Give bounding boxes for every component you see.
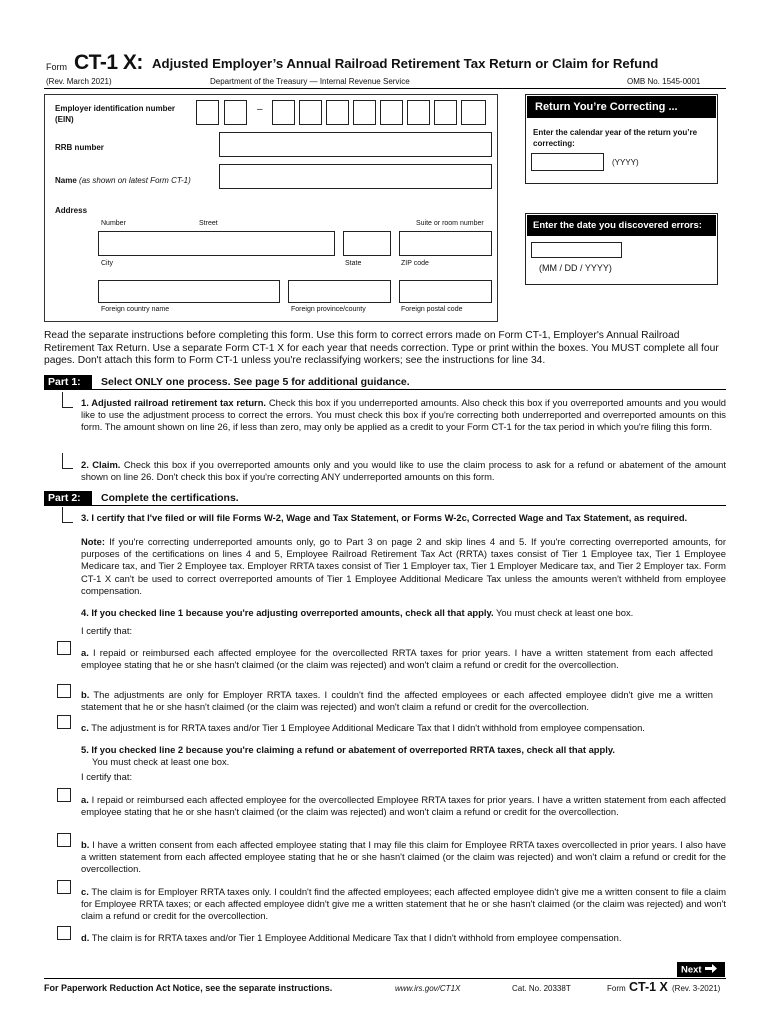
- line2-lead: 2. Claim.: [81, 459, 121, 470]
- line3-lead: 3. I certify that I've filed or will file Forms W-2, Wage and Tax Statement, or Forms W-2c, Corrected Wage and Tax Statement, as required.: [81, 512, 688, 523]
- line3-checkbox[interactable]: [62, 507, 73, 523]
- line5b-marker: b.: [81, 839, 90, 850]
- date-discovered-heading: Enter the date you discovered errors:: [527, 215, 716, 236]
- omb-number: OMB No. 1545-0001: [627, 77, 701, 86]
- ein-digit-1[interactable]: [196, 100, 219, 125]
- part2-title: Complete the certifications.: [101, 492, 239, 504]
- line4c-marker: c.: [81, 722, 89, 733]
- line4-heading: [81, 607, 726, 619]
- number-label: Number: [101, 220, 126, 227]
- rrb-label: RRB number: [55, 143, 104, 152]
- return-correcting-heading: Return You’re Correcting ...: [527, 96, 716, 118]
- foreign-country-label: Foreign country name: [101, 306, 170, 313]
- return-year-field[interactable]: [531, 153, 604, 171]
- line4b-text: [81, 689, 713, 713]
- intro-instructions: Read the separate instructions before completing this form. Use this form to correct errors made on Form CT-1, Employer's Annual Railroad Retirement Tax Return. Use a separate Form CT-1 X for each year that needs correction. Type or print within the boxes. You MUST complete all four pages. Don't attach this form to Form CT-1 unless you're reclassifying workers; see the instructions for line 34.: [44, 330, 719, 366]
- suite-label: Suite or room number: [416, 220, 484, 227]
- next-page-button[interactable]: [677, 962, 725, 977]
- irs-url[interactable]: www.irs.gov/CT1X: [395, 984, 461, 993]
- part2-label: Part 2:: [44, 491, 92, 505]
- form-title: Adjusted Employer’s Annual Railroad Retirement Tax Return or Claim for Refund: [152, 56, 659, 71]
- line5d-marker: d.: [81, 932, 90, 943]
- ein-digit-7[interactable]: [380, 100, 403, 125]
- line2-text: [81, 459, 726, 483]
- zip-label: ZIP code: [401, 260, 429, 267]
- foreign-province-field[interactable]: [288, 280, 391, 303]
- line4a-checkbox[interactable]: [57, 641, 71, 655]
- revision-date: (Rev. March 2021): [46, 77, 112, 86]
- line4c-checkbox[interactable]: [57, 715, 71, 729]
- date-discovered-field[interactable]: [531, 242, 622, 258]
- line5c-text: [81, 886, 726, 923]
- department: Department of the Treasury — Internal Revenue Service: [210, 77, 410, 86]
- ein-digit-10[interactable]: [461, 100, 486, 125]
- foreign-postal-field[interactable]: [399, 280, 492, 303]
- ein-digit-3[interactable]: [272, 100, 295, 125]
- city-label: City: [101, 260, 114, 267]
- line5c-checkbox[interactable]: [57, 880, 71, 894]
- foreign-postal-label: Foreign postal code: [401, 306, 463, 313]
- line5-certify: I certify that:: [81, 771, 133, 782]
- part2-rule: [44, 505, 726, 506]
- line1-lead: 1. Adjusted railroad retirement tax return.: [81, 397, 267, 408]
- ein-digit-6[interactable]: [353, 100, 376, 125]
- line3-note-body: If you're correcting underreported amounts only, go to Part 3 on page 2 and skip lines 4 and 5. If you're correcting overreported amounts, for purposes of the certifications on lines 4 and 5, Employee Railroad Retirement Tax Act (RRTA) taxes consist of Tier 1 Employee tax, Tier 1 Employee Medicare tax, and Tier 2 Employee tax. Employer RRTA taxes consist of Tier 1 Employer tax, Tier 1 Employer Medicare tax, and Tier 2 Employer tax. Form CT-1 X can't be used to correct overreported amounts of Tier 1 Employee Additional Medicare Tax unless the amounts weren't withheld from employee compensation.: [81, 536, 726, 596]
- state-label: State: [345, 260, 362, 267]
- footer-form-number: CT-1 X: [629, 980, 668, 994]
- ein-digit-2[interactable]: [224, 100, 247, 125]
- foreign-country-field[interactable]: [98, 280, 280, 303]
- ein-dash: –: [257, 104, 263, 115]
- address-label: Address: [55, 206, 88, 215]
- zip-field[interactable]: [399, 231, 492, 256]
- foreign-province-label: Foreign province/county: [291, 306, 366, 313]
- line4b-body: The adjustments are only for Employer RRTA taxes. I couldn't find the affected employees or each affected employee didn't give me a written statement that he or she hasn't claimed (or the claim was rejected) and won't claim a refund or credit for the overcollection.: [81, 689, 713, 713]
- line4a-marker: a.: [81, 647, 89, 658]
- line4c-text: [81, 722, 726, 734]
- form-label: Form: [46, 62, 67, 72]
- ein-label: Employer identification number (EIN): [55, 104, 176, 124]
- header-rule: [44, 88, 726, 89]
- paperwork-notice: For Paperwork Reduction Act Notice, see the separate instructions.: [44, 983, 333, 993]
- line5-lead: 5. If you checked line 2 because you're claiming a refund or abatement of overreported RRTA taxes, check all that apply.: [81, 744, 615, 755]
- name-note: (as shown on latest Form CT-1): [79, 176, 191, 185]
- part1-title: Select ONLY one process. See page 5 for additional guidance.: [101, 376, 410, 388]
- footer-form-label: Form: [607, 984, 626, 993]
- state-field[interactable]: [343, 231, 391, 256]
- part1-label: Part 1:: [44, 375, 92, 389]
- footer-rule: [44, 978, 726, 979]
- line5a-marker: a.: [81, 794, 89, 805]
- name-label-wrap: [55, 176, 191, 185]
- line4-lead: 4. If you checked line 1 because you're adjusting overreported amounts, check all that apply.: [81, 607, 494, 618]
- line3-note-label: Note:: [81, 536, 105, 547]
- line5c-marker: c.: [81, 886, 89, 897]
- line1-body: Check this box if you underreported amounts. Also check this box if you overreported amounts and you would like to use the adjustment process to correct the errors. You must check this box if you're correcting both underreported and overreported amounts on this form. The amount shown on line 26, if less than zero, may only be applied as a credit to your Form CT-1 for the tax period in which you're filing this form.: [81, 397, 726, 433]
- line5-tail: You must check at least one box.: [92, 756, 230, 767]
- return-year-instruction: Enter the calendar year of the return you’re correcting:: [533, 128, 698, 148]
- line4c-body: The adjustment is for RRTA taxes and/or Tier 1 Employee Additional Medicare Tax that I didn't withhold from employee compensation.: [88, 722, 645, 733]
- name-label: Name: [55, 176, 77, 185]
- line4a-text: [81, 647, 713, 671]
- street-label: Street: [199, 220, 218, 227]
- line5d-text: [81, 932, 726, 944]
- city-field[interactable]: [98, 231, 335, 256]
- line4b-marker: b.: [81, 689, 90, 700]
- arrow-right-icon: [705, 964, 717, 976]
- line5a-checkbox[interactable]: [57, 788, 71, 802]
- line1-text: [81, 397, 726, 434]
- line3-note: [81, 536, 726, 597]
- yyyy-hint: (YYYY): [612, 158, 639, 167]
- line2-body: Check this box if you overreported amounts only and you would like to use the claim process to ask for a refund or abatement of the amount shown on line 26. Don't check this box if you're correcting ANY underreported amounts on this form.: [81, 459, 726, 483]
- line5b-text: [81, 839, 726, 876]
- rrb-number-field[interactable]: [219, 132, 492, 157]
- line5b-checkbox[interactable]: [57, 833, 71, 847]
- part1-rule: [44, 389, 726, 390]
- line5c-body: The claim is for Employer RRTA taxes only. I couldn't find the affected employees; each affected employee didn't give me a written consent to file a claim for Employee RRTA taxes; or each affected employee didn't give me a written statement that he or she hasn't claimed (or the claim was rejected) and won't claim a refund or credit for the overcollection.: [81, 886, 726, 922]
- line4b-checkbox[interactable]: [57, 684, 71, 698]
- line2-checkbox[interactable]: [62, 453, 73, 469]
- footer-revision: (Rev. 3-2021): [672, 984, 721, 993]
- date-format-hint: (MM / DD / YYYY): [539, 263, 612, 273]
- line5d-checkbox[interactable]: [57, 926, 71, 940]
- line4a-body: I repaid or reimbursed each affected employee for the overcollected RRTA taxes for prior years. I have a written statement from each affected employee stating that he or she hasn't claimed (or the claim was rejected) and won't claim a refund or credit for the overcollection.: [81, 647, 713, 671]
- ein-digit-4[interactable]: [299, 100, 322, 125]
- ein-digit-9[interactable]: [434, 100, 457, 125]
- catalog-number: Cat. No. 20338T: [512, 984, 571, 993]
- ein-digit-5[interactable]: [326, 100, 349, 125]
- form-number: CT-1 X:: [74, 51, 143, 74]
- line1-checkbox[interactable]: [62, 392, 73, 408]
- name-field[interactable]: [219, 164, 492, 189]
- ein-digit-8[interactable]: [407, 100, 430, 125]
- line5a-body: I repaid or reimbursed each affected employee for the overcollected Employee RRTA taxes for prior years. I have a written statement from each affected employee stating that he or she hasn't claimed (or the claim was rejected) and won't claim a refund or credit for the overcollection.: [81, 794, 726, 818]
- line4-tail: You must check at least one box.: [493, 607, 634, 618]
- line4-certify: I certify that:: [81, 625, 133, 636]
- next-label: Next: [681, 964, 702, 976]
- line5b-body: I have a written consent from each affected employee stating that I may file this claim for Employee RRTA taxes overcollected in prior years. I also have a written statement from each affected employee stating that he or she hasn't claimed (or the claim was rejected) and won't claim a refund or credit for the overcollection.: [81, 839, 726, 875]
- line5a-text: [81, 794, 726, 818]
- line5d-body: The claim is for RRTA taxes and/or Tier 1 Employee Additional Medicare Tax that I didn't withhold from employee compensation.: [89, 932, 622, 943]
